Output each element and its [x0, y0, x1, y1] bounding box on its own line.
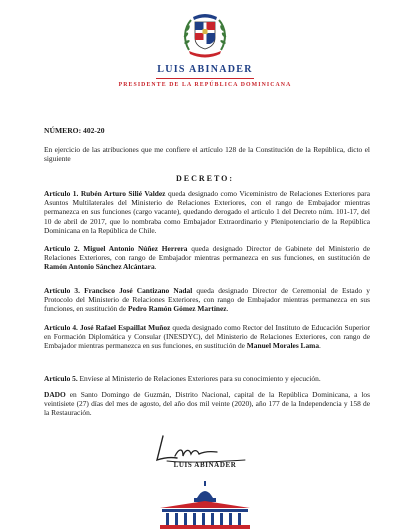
- article-4-person: José Rafael Espaillat Muñoz: [79, 323, 171, 332]
- article-2: Artículo 2. Miguel Antonio Núñez Herrera queda designado Director de Gabinete del Ministerio de Relaciones Exteriores, con rango de Embajador mientras permanezca en sus funciones, en sustitución de Ramón Antonio Sánchez Alcántara.: [44, 244, 370, 272]
- article-4-replaced: Manuel Morales Lama: [246, 341, 320, 351]
- article-3-label: Artículo 3.: [44, 286, 80, 295]
- president-name-header: LUIS ABINADER: [157, 64, 253, 75]
- article-3-text: queda designado Director de Ceremonial de Estado y Protocolo del Ministerio de Relaciones Exteriores, con rango de Embajador mientras permanezca en sus funciones, en sustitución de: [44, 286, 370, 314]
- article-5-label: Artículo 5.: [44, 374, 78, 383]
- article-2-text: queda designado Director de Gabinete del Ministerio de Relaciones Exteriores, con rango de Embajador mientras permanezca en sus funciones, en sustitución de: [44, 244, 370, 263]
- signatory-name: LUIS ABINADER: [173, 461, 237, 469]
- article-5-text: Envíese al Ministerio de Relaciones Exteriores para su conocimiento y ejecución.: [79, 374, 321, 383]
- article-3: Artículo 3. Francisco José Cantizano Nadal queda designado Director de Ceremonial de Estado y Protocolo del Ministerio de Relaciones Exteriores, con rango de Embajador mientras permanezca en sus funciones, en sustitución de Pedro Ramón Gómez Martínez.: [44, 286, 370, 314]
- decree-heading: DECRETO:: [175, 174, 235, 183]
- header-divider: [156, 78, 254, 79]
- article-4-text: queda designado como Rector del Instituto de Educación Superior en Formación Diplomática y Consular (INESDYC), del Ministerio de Relaciones Exteriores, con rango de Embajador mientras permanezca en sus funciones, en sustitución de: [44, 323, 370, 351]
- article-2-person: Miguel Antonio Núñez Herrera: [83, 244, 188, 253]
- dado-label: DADO: [44, 390, 66, 399]
- article-4-label: Artículo 4.: [44, 323, 78, 332]
- article-1-label: Artículo 1.: [44, 189, 79, 198]
- dado-text: en Santo Domingo de Guzmán, Distrito Nacional, capital de la República Dominicana, a los veintisiete (27) días del mes de agosto, del año dos mil veinte (2020), año 177 de la Independencia y 158 de la Restauración.: [44, 390, 370, 418]
- decree-intro: En ejercicio de las atribuciones que me confiere el artículo 128 de la Constitución de la República, dicto el siguiente: [44, 145, 370, 164]
- article-4: Artículo 4. José Rafael Espaillat Muñoz queda designado como Rector del Instituto de Educación Superior en Formación Diplomática y Consular (INESDYC), del Ministerio de Relaciones Exteriores, con rango de Embajador mientras permanezca en sus funciones, en sustitución de Manuel Morales Lama.: [44, 323, 370, 351]
- president-title: PRESIDENTE DE LA REPÚBLICA DOMINICANA: [118, 82, 292, 88]
- article-2-label: Artículo 2.: [44, 244, 80, 253]
- article-1: [44, 189, 370, 235]
- article-2-replaced: Ramón Antonio Sánchez Alcántara: [44, 262, 155, 272]
- article-3-person: Francisco José Cantizano Nadal: [84, 286, 193, 295]
- decree-number: NÚMERO: 402-20: [44, 126, 105, 135]
- coat-of-arms-icon: [179, 8, 231, 60]
- national-palace-icon: [150, 478, 260, 530]
- article-5: [44, 374, 370, 383]
- decree-closing: [44, 390, 370, 418]
- article-3-replaced: Pedro Ramón Gómez Martínez: [127, 304, 227, 314]
- article-1-person: Rubén Arturo Silié Valdez: [80, 189, 166, 198]
- article-1-text: queda designado como Viceministro de Relaciones Exteriores para Asuntos Multilaterales del Ministerio de Relaciones Exteriores, con el rango de Embajador mientras permanezca en sus funciones (cargo vacante), quedando derogado el artículo 1 del Decreto núm. 101-17, del 10 de abril de 2017, que lo nombraba como Embajador Extraordinario y Plenipotenciario de la República Dominicana en la República de Chile.: [44, 189, 370, 235]
